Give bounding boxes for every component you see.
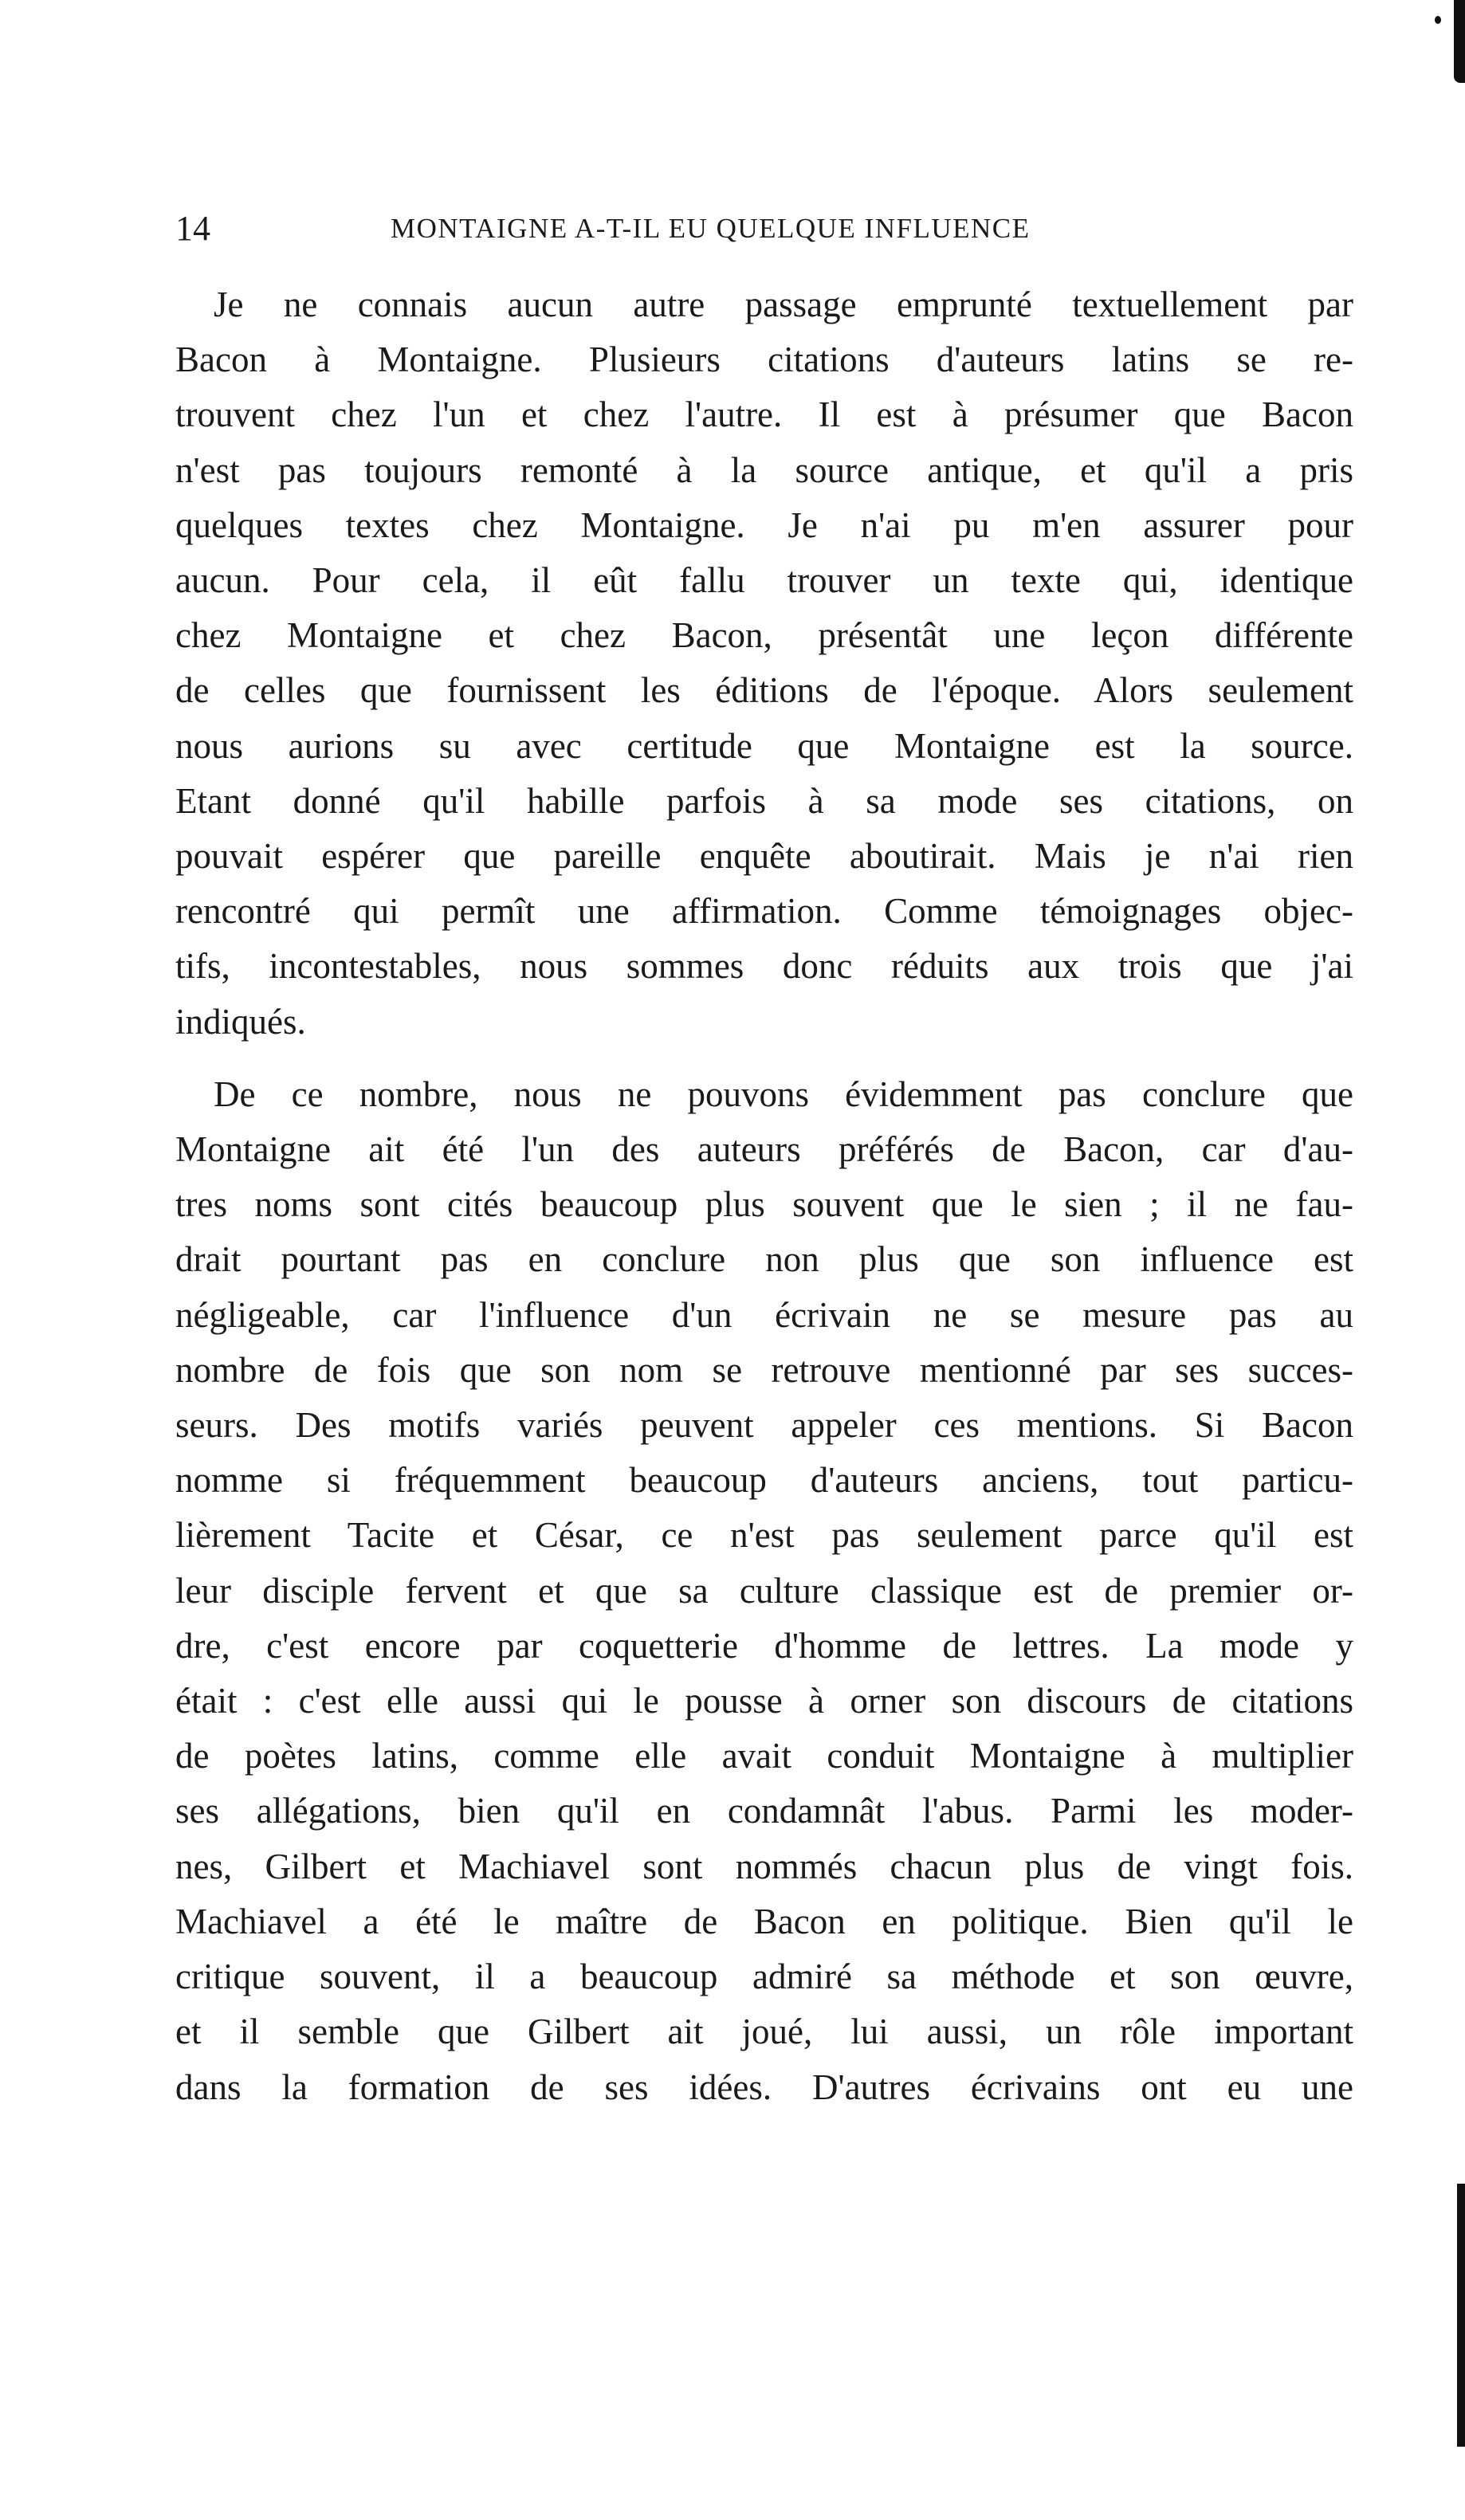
- text-line: de celles que fournissent les éditions de l'époque. Alors seulement: [175, 670, 1353, 711]
- text-line: chez Montaigne et chez Bacon, présentât une leçon différente: [175, 615, 1353, 656]
- text-line: tres noms sont cités beaucoup plus souvent que le sien ; il ne fau-: [175, 1184, 1353, 1225]
- text-line: dans la formation de ses idées. D'autres écrivains ont eu une: [175, 2067, 1353, 2107]
- text-line: tifs, incontestables, nous sommes donc réduits aux trois que j'ai: [175, 946, 1353, 987]
- text-line: Montaigne ait été l'un des auteurs préférés de Bacon, car d'au-: [175, 1129, 1353, 1170]
- text-line: indiqués.: [175, 1001, 306, 1042]
- text-line: aucun. Pour cela, il eût fallu trouver un texte qui, identique: [175, 560, 1353, 601]
- scan-dust-mark: [1435, 16, 1441, 24]
- text-line: était : c'est elle aussi qui le pousse à orner son discours de citations: [175, 1681, 1353, 1721]
- text-line: Je ne connais aucun autre passage emprunté textuellement par: [214, 285, 1353, 324]
- text-line: trouvent chez l'un et chez l'autre. Il est à présumer que Bacon: [175, 394, 1353, 435]
- text-line: nes, Gilbert et Machiavel sont nommés chacun plus de vingt fois.: [175, 1846, 1353, 1886]
- text-line: seurs. Des motifs variés peuvent appeler ces mentions. Si Bacon: [175, 1405, 1353, 1446]
- running-title: MONTAIGNE A-T-IL EU QUELQUE INFLUENCE: [391, 213, 1031, 244]
- text-line: pouvait espérer que pareille enquête aboutirait. Mais je n'ai rien: [175, 836, 1353, 877]
- paragraph-2: [175, 1067, 1353, 2115]
- text-line: n'est pas toujours remonté à la source antique, et qu'il a pris: [175, 449, 1353, 490]
- paragraph-1: [175, 277, 1353, 1050]
- text-line: de poètes latins, comme elle avait conduit Montaigne à multiplier: [175, 1736, 1353, 1776]
- text-line: De ce nombre, nous ne pouvons évidemment pas conclure que: [214, 1074, 1353, 1114]
- text-line: critique souvent, il a beaucoup admiré sa méthode et son œuvre,: [175, 1957, 1353, 1997]
- text-line: Etant donné qu'il habille parfois à sa mode ses citations, on: [175, 780, 1353, 821]
- body-text: [175, 277, 1353, 2115]
- text-line: leur disciple fervent et que sa culture classique est de premier or-: [175, 1570, 1353, 1611]
- text-line: nous aurions su avec certitude que Montaigne est la source.: [175, 725, 1353, 766]
- scan-edge-mark-top: [1454, 0, 1465, 83]
- text-line: quelques textes chez Montaigne. Je n'ai pu m'en assurer pour: [175, 504, 1353, 545]
- text-line: dre, c'est encore par coquetterie d'homme de lettres. La mode y: [175, 1625, 1353, 1666]
- text-line: nomme si fréquemment beaucoup d'auteurs anciens, tout particu-: [175, 1460, 1353, 1501]
- text-line: lièrement Tacite et César, ce n'est pas seulement parce qu'il est: [175, 1515, 1353, 1556]
- text-line: rencontré qui permît une affirmation. Comme témoignages objec-: [175, 891, 1353, 932]
- running-head: [175, 209, 1355, 249]
- text-line: négligeable, car l'influence d'un écrivain ne se mesure pas au: [175, 1294, 1353, 1335]
- text-line: Machiavel a été le maître de Bacon en politique. Bien qu'il le: [175, 1901, 1353, 1941]
- text-line: ses allégations, bien qu'il en condamnât l'abus. Parmi les moder-: [175, 1791, 1353, 1831]
- text-line: drait pourtant pas en conclure non plus que son influence est: [175, 1239, 1353, 1280]
- text-line: et il semble que Gilbert ait joué, lui aussi, un rôle important: [175, 2012, 1353, 2052]
- text-line: Bacon à Montaigne. Plusieurs citations d'auteurs latins se re-: [175, 340, 1353, 380]
- scan-edge-mark-bottom: [1457, 2184, 1465, 2447]
- page-number: 14: [175, 209, 210, 248]
- text-line: nombre de fois que son nom se retrouve mentionné par ses succes-: [175, 1349, 1353, 1390]
